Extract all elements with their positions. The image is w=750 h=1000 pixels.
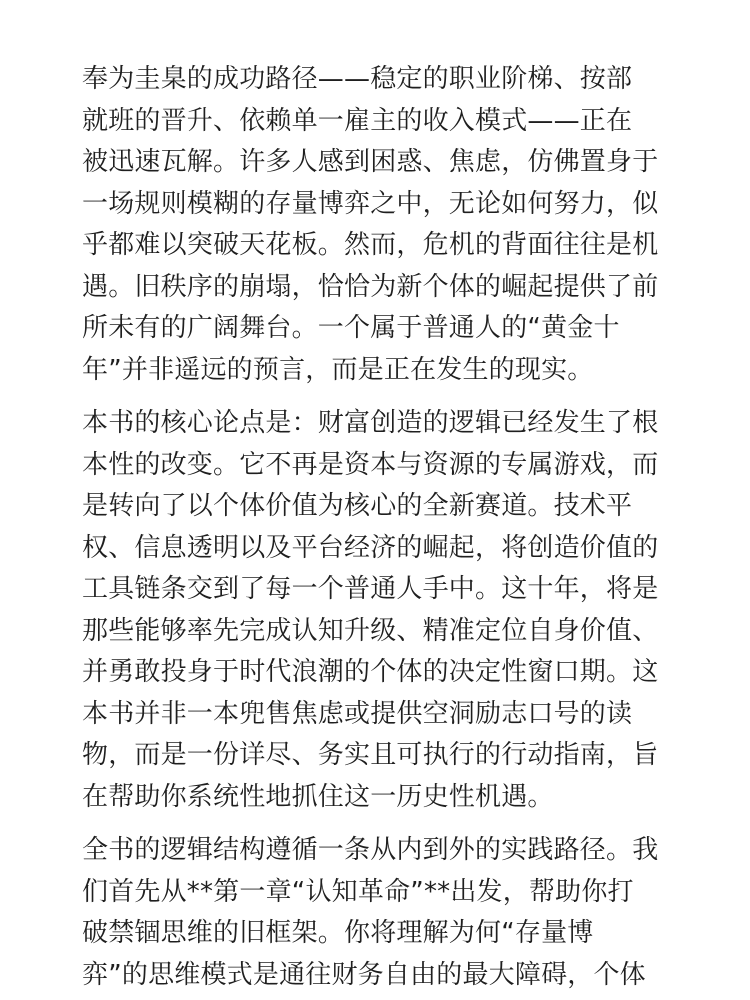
paragraph-intro: [82, 59, 680, 391]
text-line: 乎都难以突破天花板。然而，危机的背面往往是机: [82, 230, 659, 260]
text-line: 是转向了以个体价值为核心的全新赛道。技术平: [82, 491, 633, 521]
text-line: 被迅速瓦解。许多人感到困惑、焦虑，仿佛置身于: [82, 147, 659, 177]
text-line: 破禁锢思维的旧框架。你将理解为何“存量博: [82, 918, 594, 948]
text-line: 年”并非遥远的预言，而是正在发生的现实。: [82, 354, 594, 385]
text-line: 那些能够率先完成认知升级、精准定位自身价值、: [82, 615, 659, 646]
text-line: 工具链条交到了每一个普通人手中。这十年，将是: [82, 574, 659, 604]
text-line: 就班的晋升、依赖单一雇主的收入模式——正在: [82, 105, 633, 136]
text-line: 遇。旧秩序的崩塌，恰恰为新个体的崛起提供了前: [82, 271, 659, 302]
text-line: 并勇敢投身于时代浪潮的个体的决定性窗口期。这: [82, 657, 659, 687]
text-line: 们首先从**第一章“认知革命”**出发，帮助你打: [82, 876, 634, 907]
text-line: 本书的核心论点是：财富创造的逻辑已经发生了根: [82, 408, 659, 438]
text-line: 奉为圭臬的成功路径——稳定的职业阶梯、按部: [82, 64, 633, 94]
text-line: 一场规则模糊的存量博弈之中，无论如何努力，似: [82, 188, 659, 219]
paragraph-core-thesis: [82, 403, 680, 818]
text-line: 本性的改变。它不再是资本与资源的专属游戏，而: [82, 449, 659, 480]
text-line: 在帮助你系统性地抓住这一历史性机遇。: [82, 781, 554, 812]
text-line: 权、信息透明以及平台经济的崛起，将创造价值的: [82, 532, 659, 563]
text-line: 所未有的广阔舞台。一个属于普通人的“黄金十: [82, 313, 620, 343]
text-line: 物，而是一份详尽、务实且可执行的行动指南，旨: [82, 740, 659, 770]
paragraph-book-structure: [82, 830, 680, 996]
text-line: 本书并非一本兜售焦虑或提供空洞励志口号的读: [82, 698, 633, 729]
text-line: 全书的逻辑结构遵循一条从内到外的实践路径。我: [82, 835, 659, 865]
text-line: 弈”的思维模式是通往财务自由的最大障碍，个体: [82, 959, 646, 990]
